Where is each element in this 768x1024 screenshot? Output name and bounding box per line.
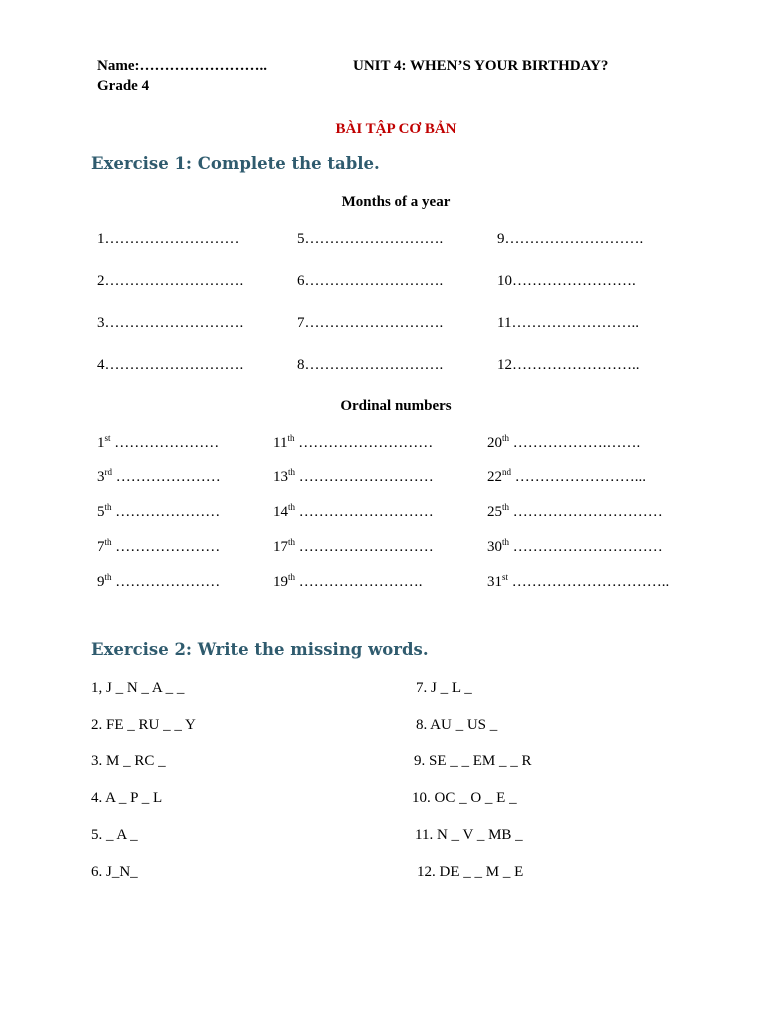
missing-word-item: 3. M _ RC _ xyxy=(91,753,166,769)
exercise1-title: Exercise 1: Complete the table. xyxy=(91,154,380,173)
ordinal-item: 19th ……………………. xyxy=(273,572,423,590)
grade-label: Grade 4 xyxy=(97,78,150,94)
month-blank: 10……………………. xyxy=(497,273,636,289)
ordinal-item: 31st ………………………….. xyxy=(487,572,670,590)
month-blank: 1……………………… xyxy=(97,231,240,247)
month-blank: 6………………………. xyxy=(297,273,444,289)
unit-title: UNIT 4: WHEN’S YOUR BIRTHDAY? xyxy=(353,58,609,74)
missing-word-item: 5. _ A _ xyxy=(91,827,138,843)
ordinal-item: 3rd ………………… xyxy=(97,467,221,485)
ordinal-item: 30th ………………………… xyxy=(487,537,663,555)
ordinal-item: 20th ……………….……. xyxy=(487,433,641,451)
missing-word-item: 6. J_N_ xyxy=(91,864,138,880)
ordinal-item: 25th ………………………… xyxy=(487,502,663,520)
ordinal-item: 5th ………………… xyxy=(97,502,221,520)
name-field-label: Name:…………………….. xyxy=(97,58,267,74)
month-blank: 9………………………. xyxy=(497,231,644,247)
ordinal-item: 9th ………………… xyxy=(97,572,221,590)
ordinal-item: 14th ……………………… xyxy=(273,502,434,520)
month-blank: 8………………………. xyxy=(297,357,444,373)
ordinal-item: 22nd ……………………... xyxy=(487,467,646,485)
exercise2-title: Exercise 2: Write the missing words. xyxy=(91,640,429,659)
missing-word-item: 4. A _ P _ L xyxy=(91,790,163,806)
month-blank: 7………………………. xyxy=(297,315,444,331)
month-blank: 3………………………. xyxy=(97,315,244,331)
missing-word-item: 7. J _ L _ xyxy=(416,680,472,696)
ordinal-item: 7th ………………… xyxy=(97,537,221,555)
missing-word-item: 12. DE _ _ M _ E xyxy=(417,864,524,880)
missing-word-item: 11. N _ V _ MB _ xyxy=(415,827,523,843)
month-blank: 12…………………….. xyxy=(497,357,640,373)
ordinal-item: 17th ……………………… xyxy=(273,537,434,555)
month-blank: 2………………………. xyxy=(97,273,244,289)
missing-word-item: 10. OC _ O _ E _ xyxy=(412,790,517,806)
worksheet-subtitle: BÀI TẬP CƠ BẢN xyxy=(335,121,457,137)
ordinal-item: 11th ……………………… xyxy=(273,433,434,451)
ordinal-heading: Ordinal numbers xyxy=(340,398,452,414)
month-blank: 11…………………….. xyxy=(497,315,639,331)
missing-word-item: 8. AU _ US _ xyxy=(416,717,498,733)
missing-word-item: 1, J _ N _ A _ _ xyxy=(91,680,185,696)
month-blank: 4………………………. xyxy=(97,357,244,373)
months-heading: Months of a year xyxy=(341,194,451,210)
missing-word-item: 2. FE _ RU _ _ Y xyxy=(91,717,196,733)
month-blank: 5………………………. xyxy=(297,231,444,247)
missing-word-item: 9. SE _ _ EM _ _ R xyxy=(414,753,532,769)
ordinal-item: 13th ……………………… xyxy=(273,467,434,485)
ordinal-item: 1st ………………… xyxy=(97,433,220,451)
